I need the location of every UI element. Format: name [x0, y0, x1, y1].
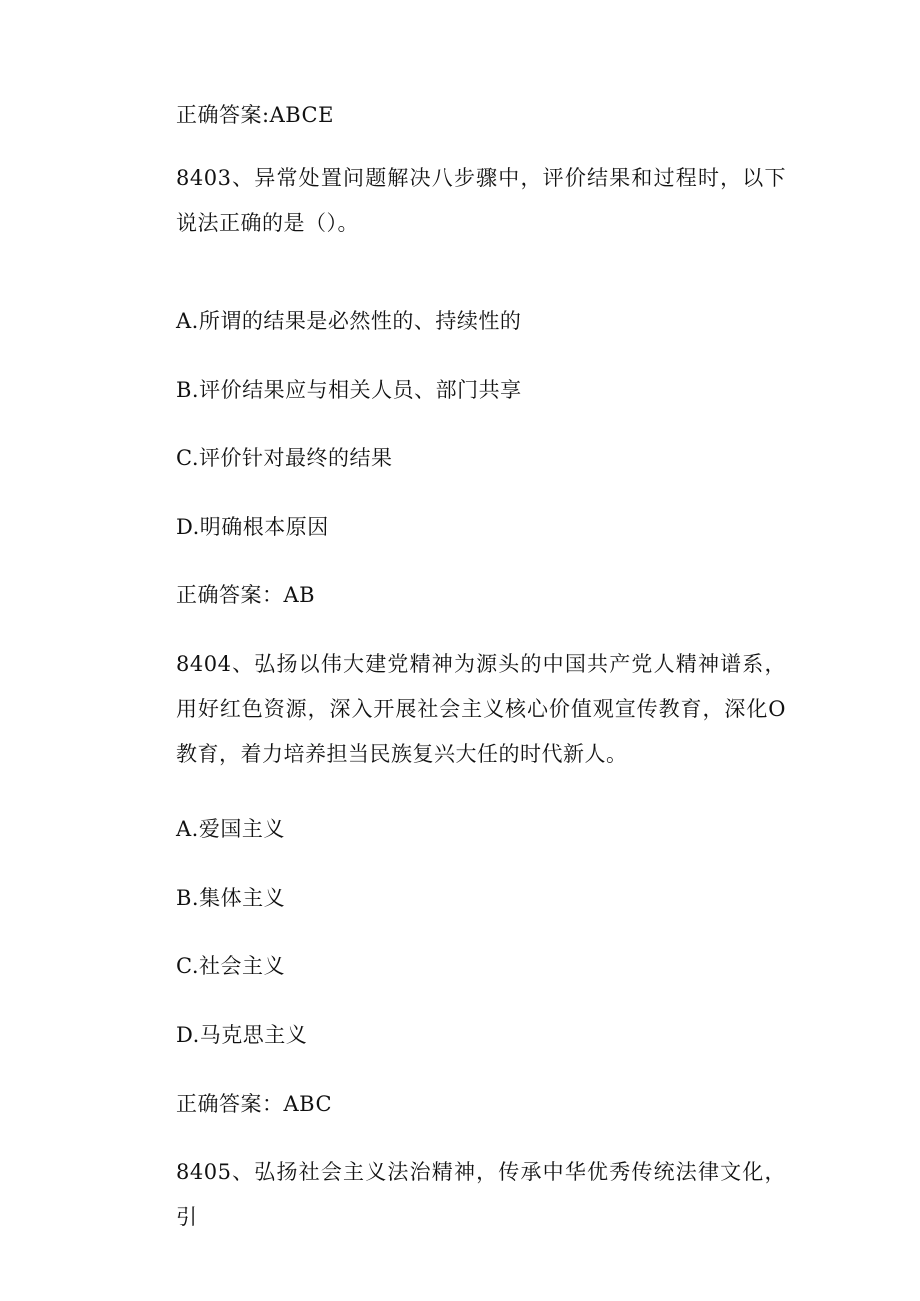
question-8404-option-b: B.集体主义: [176, 886, 286, 910]
question-8404-answer: 正确答案：ABC: [176, 1092, 333, 1116]
question-8404-option-d: D.马克思主义: [176, 1023, 308, 1047]
question-8403-stem: 8403、异常处置问题解决八步骤中，评价结果和过程时，以下说法正确的是（）。: [176, 166, 786, 235]
question-8403-option-c: C.评价针对最终的结果: [176, 446, 393, 470]
answer-previous: 正确答案:ABCE: [176, 103, 334, 127]
question-8404-option-c: C.社会主义: [176, 954, 285, 978]
question-8403-option-a: A.所谓的结果是必然性的、持续性的: [176, 309, 522, 333]
question-8405-stem: 8405、弘扬社会主义法治精神，传承中华优秀传统法律文化，引: [176, 1160, 786, 1229]
question-8404-stem: 8404、弘扬以伟大建党精神为源头的中国共产党人精神谱系，用好红色资源，深入开展社会主义核心价值观宣传教育，深化O教育，着力培养担当民族复兴大任的时代新人。: [176, 652, 786, 766]
question-8404-option-a: A.爱国主义: [176, 817, 285, 841]
question-8403-option-b: B.评价结果应与相关人员、部门共享: [176, 378, 522, 402]
question-8403-answer: 正确答案：AB: [176, 583, 316, 607]
question-8403-option-d: D.明确根本原因: [176, 515, 329, 539]
